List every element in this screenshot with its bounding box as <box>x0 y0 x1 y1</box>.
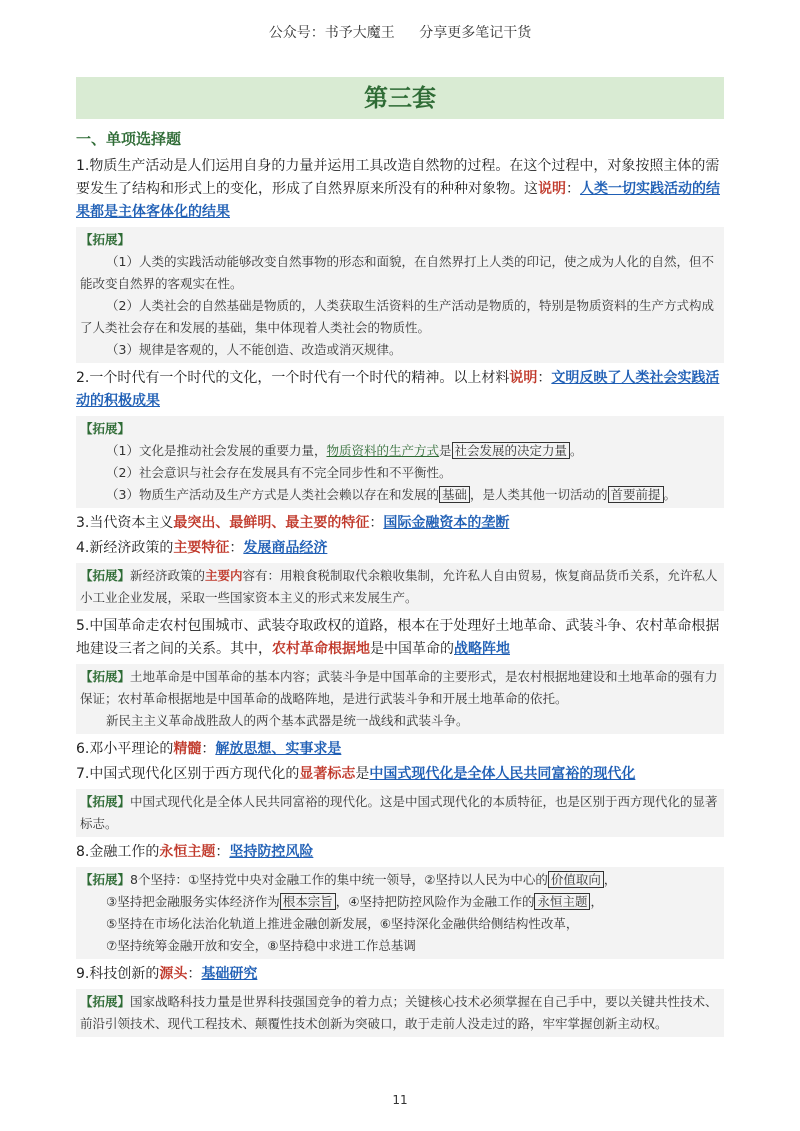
extension-block <box>76 563 724 611</box>
boxed-term: 永恒主题 <box>534 893 590 910</box>
keyword: 永恒主题 <box>159 844 216 860</box>
extension-label: 【拓展】 <box>80 794 131 809</box>
question-text: 7.中国式现代化区别于西方现代化的 <box>76 766 300 782</box>
keyword: 源头 <box>159 966 188 982</box>
extension-item: （1）人类的实践活动能够改变自然事物的形态和面貌，在自然界打上人类的印记，使之成为人化的自然，但不能改变自然界的客观实在性。 <box>80 254 714 291</box>
text: ， <box>590 894 603 909</box>
question-text: 3.当代资本主义 <box>76 515 174 531</box>
text: 8个坚持：①坚持党中央对金融工作的集中统一领导，②坚持以人民为中心的 <box>130 872 548 887</box>
extension-item: 新民主主义革命战胜敌人的两个基本武器是统一战线和武装斗争。 <box>106 713 469 728</box>
keyword: 显著标志 <box>299 766 356 782</box>
extension-label: 【拓展】 <box>80 568 131 583</box>
text: 中国式现代化是全体人民共同富裕的现代化。这是中国式现代化的本质特征，也是区别于西方现代化的显著标志。 <box>80 794 718 831</box>
question-1 <box>76 155 724 224</box>
question-text: 1.物质生产活动是人们运用自身的力量并运用工具改造自然物的过程。在这个过程中，对象按照主体的需要发生了结构和形式上的变化，形成了自然界原来所没有的种种对象物。这 <box>76 158 720 197</box>
text: 新经济政策的 <box>130 568 206 583</box>
keyword: 说明 <box>509 370 538 386</box>
extension-label: 【拓展】 <box>80 872 131 887</box>
extension-item <box>80 891 720 913</box>
question-8 <box>76 841 724 864</box>
extension-block <box>76 867 724 959</box>
keyword: 主要内 <box>205 568 243 583</box>
text: 。 <box>663 487 677 502</box>
answer: 人类一切实践活动的结果都是主体客体化的结果 <box>76 181 720 220</box>
colon: ： <box>566 181 580 197</box>
extension-item <box>80 484 720 506</box>
text: ③坚持把金融服务实体经济作为 <box>106 894 280 909</box>
boxed-term: 首要前提 <box>608 486 664 503</box>
colon: ： <box>215 844 230 860</box>
answer: 基础研究 <box>201 966 258 982</box>
answer: 中国式现代化是全体人民共同富裕的现代化 <box>369 766 636 782</box>
extension-block <box>76 989 724 1037</box>
main-content <box>76 128 724 1041</box>
page-header <box>0 22 800 42</box>
answer: 坚持防控风险 <box>229 844 314 860</box>
header-slogan: 分享更多笔记干货 <box>419 25 532 41</box>
extension-item: （2）人类社会的自然基础是物质的，人类获取生活资料的生产活动是物质的，特别是物质资料的生产方式构成了人类社会存在和发展的基础，集中体现着人类社会的物质性。 <box>80 298 714 335</box>
question-7 <box>76 763 724 786</box>
boxed-term: 社会发展的决定力量 <box>452 442 571 459</box>
extension-item <box>80 991 720 1035</box>
question-text: 5.中国革命走农村包围城市、武装夺取政权的道路，根本在于处理好土地革命、武装斗争、农村革命根据地建设三者之间的关系。其中， <box>76 618 720 657</box>
text: （1）文化是推动社会发展的重要力量， <box>106 443 327 458</box>
colon: ： <box>229 540 244 556</box>
question-text: 9.科技创新的 <box>76 966 160 982</box>
answer: 国际金融资本的垄断 <box>383 515 510 531</box>
extension-block <box>76 664 724 734</box>
boxed-term: 基础 <box>439 486 470 503</box>
extension-label: 【拓展】 <box>80 669 131 684</box>
question-text: 4.新经济政策的 <box>76 540 174 556</box>
extension-label: 【拓展】 <box>80 994 131 1009</box>
page-number: 11 <box>392 1093 408 1107</box>
page-title: 第三套 <box>76 77 724 119</box>
question-4 <box>76 537 724 560</box>
keyword: 说明 <box>538 181 566 197</box>
extension-block <box>76 416 724 508</box>
extension-label: 【拓展】 <box>80 421 131 436</box>
question-5 <box>76 615 724 661</box>
text: ，④坚持把防控风险作为金融工作的 <box>335 894 535 909</box>
question-text: 6.邓小平理论的 <box>76 741 174 757</box>
text: 。 <box>570 443 583 458</box>
extension-item <box>80 791 720 835</box>
text: 是 <box>438 443 452 458</box>
colon: ： <box>187 966 202 982</box>
keyword: 农村革命根据地 <box>272 641 370 657</box>
text: 是中国革命的 <box>370 641 454 657</box>
answer: 发展商品经济 <box>243 540 328 556</box>
extension-label: 【拓展】 <box>80 232 131 247</box>
keyword: 精髓 <box>173 741 202 757</box>
keyword: 最突出、最鲜明、最主要的特征 <box>173 515 370 531</box>
question-3 <box>76 512 724 535</box>
extension-item <box>80 666 720 710</box>
question-9 <box>76 963 724 986</box>
extension-item: ⑦坚持统筹金融开放和安全，⑧坚持稳中求进工作总基调 <box>106 938 416 953</box>
extension-item <box>80 565 720 609</box>
text: ， <box>603 872 617 887</box>
extension-item: （2）社会意识与社会存在发展具有不完全同步性和不平衡性。 <box>106 465 452 480</box>
text: 容有：用粮食税制取代余粮收集制，允许私人自由贸易，恢复商品货币关系，允许私人小工业企业发展，采取一些国家资本主义的形式来发展生产。 <box>80 568 718 605</box>
text: 土地革命是中国革命的基本内容；武装斗争是中国革命的主要形式，是农村根据地建设和土地革命的强有力保证；农村革命根据地是中国革命的战略阵地，是进行武装斗争和开展土地革命的依托。 <box>80 669 718 706</box>
keyword: 主要特征 <box>173 540 230 556</box>
extension-item: ⑤坚持在市场化法治化轨道上推进金融创新发展，⑥坚持深化金融供给侧结构性改革， <box>106 916 579 931</box>
question-2 <box>76 367 724 413</box>
extension-item: （3）规律是客观的，人不能创造、改造或消灭规律。 <box>106 342 402 357</box>
extension-block <box>76 789 724 837</box>
extension-item <box>80 869 720 891</box>
colon: ： <box>369 515 384 531</box>
colon: ： <box>537 370 552 386</box>
text: 是 <box>355 766 370 782</box>
question-6 <box>76 738 724 761</box>
text: 国家战略科技力量是世界科技强国竞争的着力点；关键核心技术必须掌握在自己手中，要以关键共性技术、前沿引领技术、现代工程技术、颠覆性技术创新为突破口，敢于走前人没走过的路，牢牢掌握创新主动权。 <box>80 994 718 1031</box>
boxed-term: 根本宗旨 <box>280 893 336 910</box>
header-account: 公众号：书予大魔王 <box>268 25 395 41</box>
question-text: 2.一个时代有一个时代的文化，一个时代有一个时代的精神。以上材料 <box>76 370 510 386</box>
answer: 文明反映了人类社会实践活动的积极成果 <box>76 370 720 409</box>
colon: ： <box>201 741 216 757</box>
answer: 战略阵地 <box>454 641 510 657</box>
answer: 解放思想、实事求是 <box>215 741 342 757</box>
section-heading: 一、单项选择题 <box>76 130 182 148</box>
text: ，是人类其他一切活动的 <box>469 487 608 502</box>
text: （3）物质生产活动及生产方式是人类社会赖以存在和发展的 <box>106 487 439 502</box>
extension-item <box>80 440 720 462</box>
extension-block <box>76 227 724 363</box>
boxed-term: 价值取向 <box>548 871 604 888</box>
highlight: 物质资料的生产方式 <box>326 443 439 458</box>
question-text: 8.金融工作的 <box>76 844 160 860</box>
